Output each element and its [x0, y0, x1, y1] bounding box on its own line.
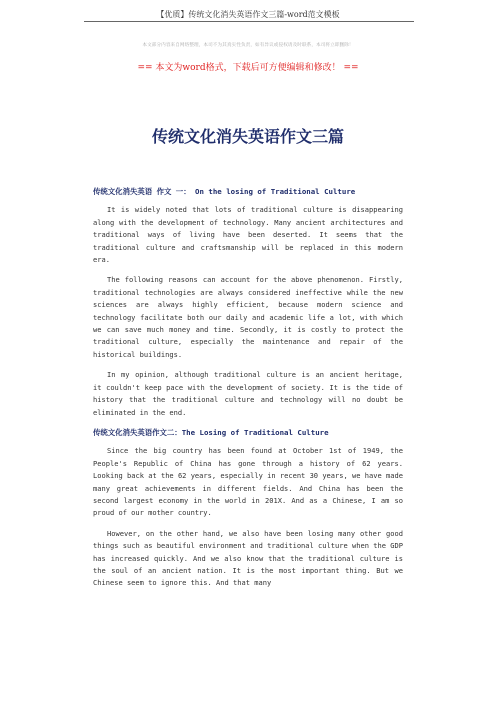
section-2-heading-en: The Losing of Traditional Culture [181, 427, 329, 437]
paragraph: The following reasons can account for the above phenomenon. Firstly, traditional technologies are always considered ineffective while the new sciences are always highly efficient, because modern science and technology facilitate both our daily and academic life a lot, with which we can save much money and time. Secondly, it is costly to protect the traditional culture, especially the maintenance and repair of the historical buildings. [93, 275, 403, 359]
format-note: == 本文为word格式，下载后可方便编辑和修改！ == [137, 63, 359, 73]
document-body [93, 186, 403, 598]
paragraph: However, on the other hand, we also have been losing many other good things such as beautiful environment and traditional culture when the GDP has increased quickly. And we also know that the traditional culture is the soul of an ancient nation. It is the most important thing. But we Chinese seem to ignore this. And that many [93, 528, 403, 588]
section-2-heading [93, 427, 403, 439]
header-divider [84, 21, 414, 22]
section-1-heading-en: On the losing of Traditional Culture [195, 187, 356, 196]
page-header-title: 【优质】传统文化消失英语作文三篇-word范文模板 [156, 10, 340, 19]
section-1-heading [93, 186, 403, 198]
paragraph: Since the big country has been found at October 1st of 1949, the People's Republic of China has gone through a history of 62 years. Looking back at the 62 years, especially in recent 30 years, we have made many great achievements in different fields. And China has been the second largest economy in the world in 201X. And as a Chinese, I am so proud of our mother country. [93, 446, 403, 518]
paragraph: In my opinion, although traditional culture is an ancient heritage, it couldn't keep pace with the development of society. It is the tide of history that the traditional culture and technology will no doubt be eliminated in the end. [93, 370, 403, 417]
document-title: 传统文化消失英语作文三篇 [151, 127, 344, 146]
section-2-heading-cn: 传统文化消失英语作文二： [93, 427, 182, 437]
section-1-heading-cn: 传统文化消失英语 作文 一： [93, 187, 191, 196]
paragraph: It is widely noted that lots of traditional culture is disappearing along with the development of technology. Many ancient architectures and traditional ways of living have been deserted. It seems that the traditional culture and craftsmanship will be replaced in this modern era. [93, 205, 403, 265]
disclaimer-text: 本文部分内容来自网络整理，本司不为其真实性负责，如有异议或侵权请及时联系，本司将立即删除！ [142, 43, 354, 48]
